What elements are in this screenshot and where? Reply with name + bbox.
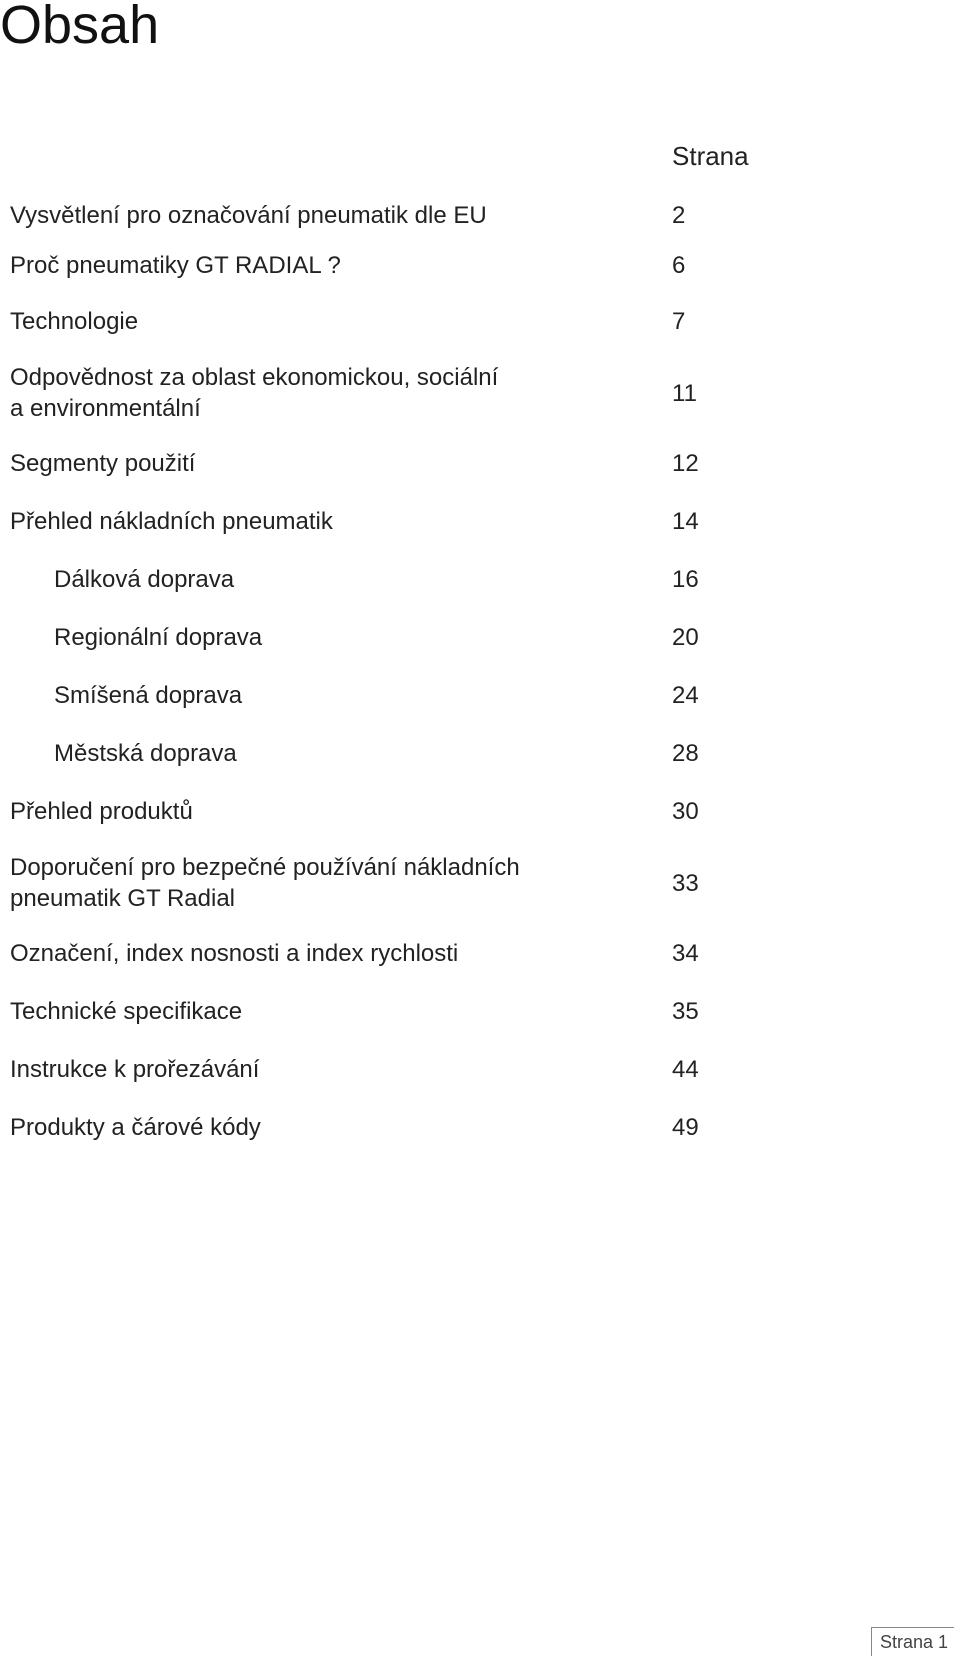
toc-entry-page: 12 [672, 450, 699, 477]
toc-entry-page: 49 [672, 1114, 699, 1141]
toc-entry-page: 28 [672, 740, 699, 767]
toc-entry-label: Smíšená doprava [54, 682, 243, 709]
page-column-header: Strana [672, 141, 749, 171]
toc-entry-page: 6 [672, 252, 686, 279]
toc-entry-label: Vysvětlení pro označování pneumatik dle EU [10, 202, 487, 229]
toc-entry-page: 2 [672, 202, 686, 229]
toc-entry-page: 34 [672, 940, 699, 967]
toc-entry-label [10, 362, 610, 424]
page-title: Obsah [0, 0, 160, 55]
toc-entry-label: Městská doprava [54, 740, 237, 767]
toc-entry-label: Instrukce k prořezávání [10, 1056, 260, 1083]
toc-entry-page: 16 [672, 566, 699, 593]
toc-entry-page: 44 [672, 1056, 699, 1083]
toc-entry-label: Proč pneumatiky GT RADIAL ? [10, 252, 341, 279]
toc-entry-page: 30 [672, 798, 699, 825]
toc-entry-page: 24 [672, 682, 699, 709]
toc-entry-label: Regionální doprava [54, 624, 263, 651]
toc-entry-page: 35 [672, 998, 699, 1025]
toc-entry-label-line-1: Doporučení pro bezpečné používání nákladních [10, 854, 520, 881]
toc-entry-label: Přehled nákladních pneumatik [10, 508, 333, 535]
page-number-footer: Strana 1 [871, 1627, 954, 1656]
toc-entry-label: Dálková doprava [54, 566, 235, 593]
toc-entry-page: 14 [672, 508, 699, 535]
toc-entry-label-line-2: pneumatik GT Radial [10, 885, 235, 912]
toc-entry-label-line-1: Odpovědnost za oblast ekonomickou, sociální [10, 364, 499, 391]
toc-entry-page: 11 [672, 380, 697, 407]
toc-entry-page: 7 [672, 308, 686, 335]
toc-entry-page: 33 [672, 870, 699, 897]
toc-entry-label: Technologie [10, 308, 139, 335]
toc-entry-label: Přehled produktů [10, 798, 193, 825]
toc-entry-label: Technické specifikace [10, 998, 243, 1025]
toc-entry-page: 20 [672, 624, 699, 651]
toc-entry-label: Segmenty použití [10, 450, 196, 477]
toc-entry-label-line-2: a environmentální [10, 395, 201, 422]
toc-entry-label: Produkty a čárové kódy [10, 1114, 261, 1141]
toc-entry-label [10, 852, 610, 914]
toc-entry-label: Označení, index nosnosti a index rychlosti [10, 940, 459, 967]
